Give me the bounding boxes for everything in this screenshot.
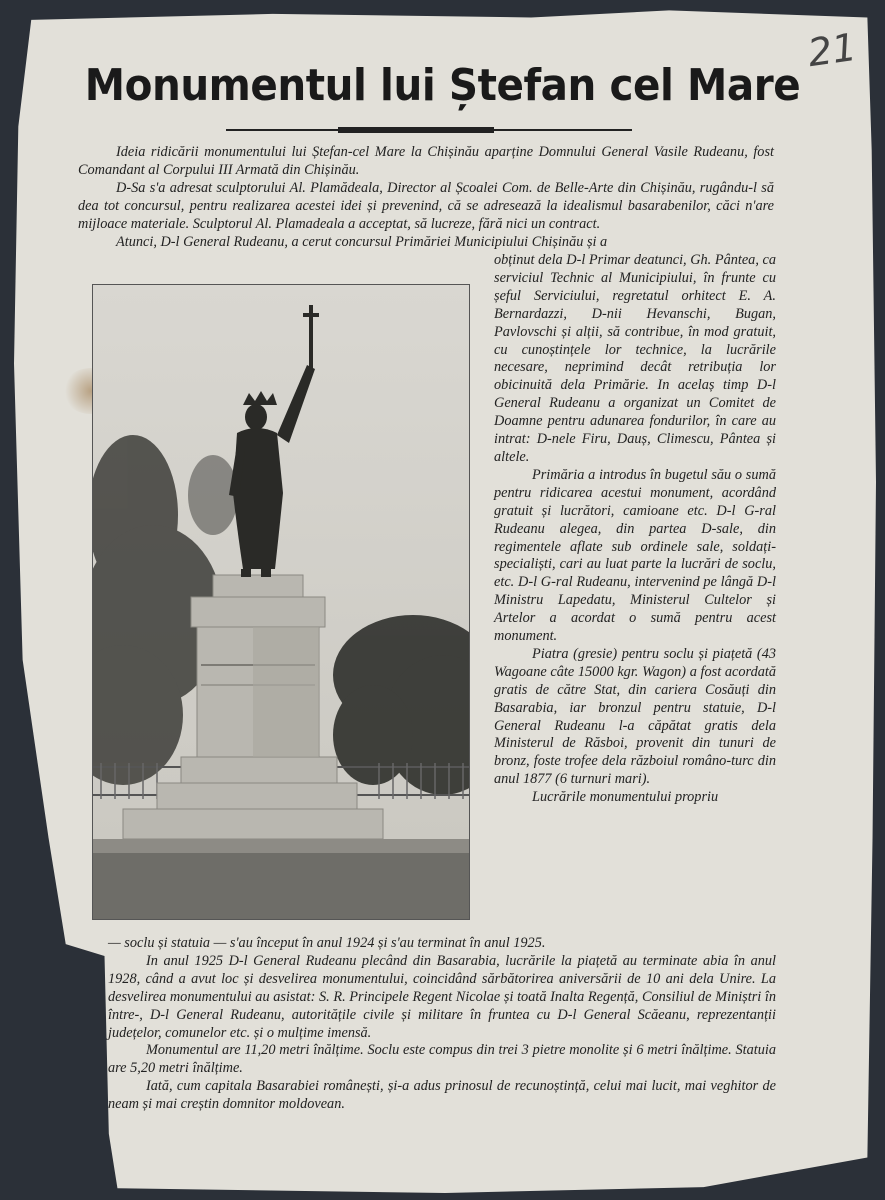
intro-text <box>78 144 774 251</box>
paragraph: Monumentul are 11,20 metri înălțime. Soclu este compus din trei 3 pietre monolite și 6 metri înălțime. Statuia are 5,20 metri înălțime. <box>108 1042 776 1077</box>
paragraph: Lucrările monumentului propriu <box>532 789 719 806</box>
page-number: 21 <box>805 24 860 76</box>
paragraph: obținut dela D-l Primar deatunci, Gh. Pântea, ca serviciul Technic al Municipiului, în frunte cu șeful Serviciului, regretatul orhitect E. A. Bernardazzi, D-nii Hevanschi, Bugan, Pavlovschi și alții, să contribue, în mod gratuit, cu cunoștințele lor technice, la lucrările necesare, neprimind decât retribuția lor obicinuită dela Primărie. In acelaș timp D-l General Rudeanu a organizat un Comitet de Doamne pentru adunarea fondurilor, în care au intrat: D-nele Firu, Dauș, Climescu, Pântea și altele. <box>494 252 776 465</box>
page-title: Monumentul lui Ștefan cel Mare <box>84 60 801 111</box>
paragraph: Iată, cum capitala Basarabiei românești, și-a adus prinosul de recunoștință, celui mai lucit, mai veghitor de neam și mai creștin domnitor moldovean. <box>108 1078 776 1113</box>
bottom-text <box>108 935 776 1114</box>
monument-photo <box>92 284 470 920</box>
paragraph: Primăria a introdus în bugetul său o sumă pentru ridicarea acestui monument, acordând gratuit și lucrători, camioane etc. D-l G-ral Rudeanu alegea, din partea D-sale, din regimentele aflate sub ordinele sale, soldați-specialiști, cari au luat parte la lucrări de soclu, etc. D-l G-ral Rudeanu, intervenind pe lângă D-l Ministru Lapedatu, Ministerul Cultelor și Artelor a acordat o sumă pentru acest monument. <box>494 466 776 645</box>
paragraph: D-Sa s'a adresat sculptorului Al. Plamădeala, Director al Școalei Com. de Belle-Arte din Chișinău, rugându-l să dea tot concursul, pentru realizarea acestei idei și prevenind, că se adresează la idealismul basarabenilor, căci n'are mijloace materiale. Sculptorul Al. Plamadeala a acceptat, să lucreze, fără nici un contract. <box>78 179 774 232</box>
title-rule-bold <box>338 127 494 133</box>
stefan-cel-mare-statue-image <box>93 285 469 919</box>
paragraph: Atunci, D-l General Rudeanu, a cerut concursul Primăriei Municipiului Chișinău și a <box>116 233 608 250</box>
paragraph: Ideia ridicării monumentului lui Ștefan-cel Mare la Chișinău aparține Domnului General Vasile Rudeanu, fost Comandant al Corpului III Armată din Chișinău. <box>78 144 774 178</box>
paragraph: In anul 1925 D-l General Rudeanu plecând din Basarabia, lucrările la piațetă au terminate abia în anul 1928, când a avut loc și desvelirea monumentului, coincidând sărbătorirea aniversării de 10 ani dela Unire. La desvelirea monumentului au asistat: S. R. Principele Regent Nicolae și toată Inalta Regență, Consiliul de Miniștri în între-, D-l General Rudeanu, autoritățile civile și militare în fruntea cu D-l General Scăeanu, reprezentanții județelor, comunelor etc. și o mulțime imensă. <box>108 952 776 1041</box>
right-column-text <box>494 252 776 807</box>
paragraph: Piatra (gresie) pentru soclu și piațetă (43 Wagoane câte 15000 kgr. Wagon) a fost acordată gratis de către Stat, din cariera Cosăuți din Basarabia, iar bronzul pentru statuie, D-l General Rudeanu l-a căpătat gratis dela Ministerul de Răsboi, provenit din tunuri de bronz, foste trofee dela războiul româno-turc din anul 1877 (6 turnuri mari). <box>494 645 776 788</box>
paragraph: — soclu și statuia — s'au început în anul 1924 și s'au terminat în anul 1925. <box>108 935 546 951</box>
